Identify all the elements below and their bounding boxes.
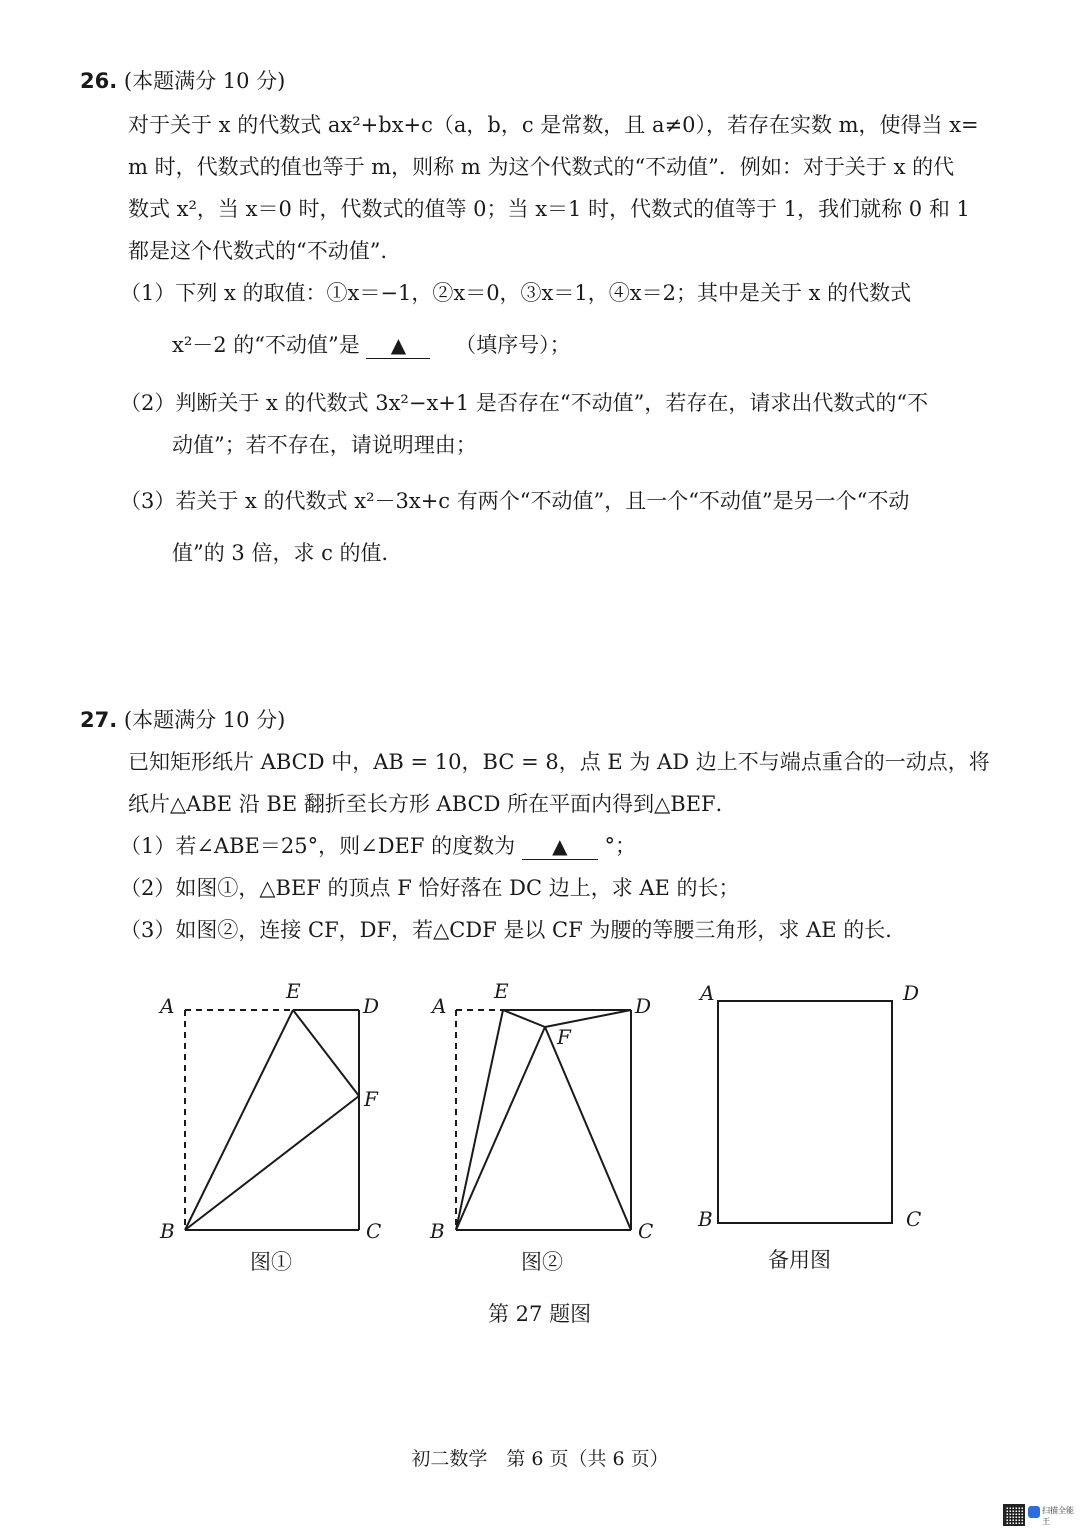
fig1-ef xyxy=(293,1010,359,1096)
fig2-label-c: C xyxy=(638,1219,654,1243)
q26-number: 26. xyxy=(80,69,118,93)
page-footer: 初二数学 第 6 页（共 6 页） xyxy=(411,1448,669,1470)
fig2-caption: 图② xyxy=(521,1250,563,1274)
q27-score: (本题满分 10 分) xyxy=(123,708,286,732)
q27-answer-blank[interactable]: ▲ xyxy=(522,833,598,860)
figure-2 xyxy=(456,1010,631,1230)
fig2-label-a: A xyxy=(432,994,447,1018)
q27-part1-text: （1）若∠ABE＝25°，则∠DEF 的度数为 xyxy=(120,834,516,858)
q26-part1-line1: （1）下列 x 的取值：①x＝−1，②x＝0，③x＝1，④x＝2；其中是关于 x 的代数式 xyxy=(120,281,912,305)
q26-part3-line1: （3）若关于 x 的代数式 x²－3x+c 有两个“不动值”，且一个“不动值”是另一个“不动 xyxy=(120,489,910,513)
q26-part2-line1: （2）判断关于 x 的代数式 3x²−x+1 是否存在“不动值”，若存在，请求出代数式的“不 xyxy=(120,391,929,415)
q26-intro-1: 对于关于 x 的代数式 ax²+bx+c（a，b，c 是常数，且 a≠0），若存在实数 m，使得当 x= xyxy=(128,113,979,137)
fig2-bf xyxy=(456,1027,545,1230)
figure-spare xyxy=(718,1001,892,1223)
q27-part1-unit: °； xyxy=(604,834,636,858)
q26-part1-text: x²－2 的“不动值”是 xyxy=(172,333,360,357)
fig3-caption: 备用图 xyxy=(768,1248,831,1272)
q26-answer-blank[interactable]: ▲ xyxy=(366,332,430,359)
fig1-be xyxy=(185,1010,293,1230)
fig1-bf xyxy=(185,1096,359,1230)
fig1-label-b: B xyxy=(160,1219,175,1243)
fig1-label-d: D xyxy=(363,994,380,1018)
fig2-ef xyxy=(503,1010,545,1027)
figure-1 xyxy=(185,1010,359,1230)
q27-part3: （3）如图②，连接 CF，DF，若△CDF 是以 CF 为腰的等腰三角形，求 AE 的长． xyxy=(120,918,907,942)
fig1-label-c: C xyxy=(366,1219,382,1243)
fig2-label-d: D xyxy=(635,994,652,1018)
spare-rectangle xyxy=(718,1001,892,1223)
fig1-label-a: A xyxy=(160,994,175,1018)
fig2-be xyxy=(456,1010,503,1230)
fig2-fc xyxy=(545,1027,631,1230)
spare-label-d: D xyxy=(903,981,920,1005)
q26-score: (本题满分 10 分) xyxy=(123,69,286,93)
fig2-label-b: B xyxy=(430,1219,445,1243)
fig2-label-e: E xyxy=(494,979,509,1003)
fig1-caption: 图① xyxy=(250,1250,292,1274)
q27-intro-1: 已知矩形纸片 ABCD 中，AB = 10，BC = 8，点 E 为 AD 边上不与端点重合的一动点，将 xyxy=(128,750,990,774)
spare-label-b: B xyxy=(698,1207,713,1231)
scanner-watermark: 扫描全能王 xyxy=(1042,1506,1074,1526)
figure-main-caption: 第 27 题图 xyxy=(488,1302,592,1326)
q27-number: 27. xyxy=(80,708,118,732)
q26-part2-line2: 动值”；若不存在，请说明理由； xyxy=(172,433,477,457)
qr-code-icon xyxy=(1003,1504,1025,1526)
q26-part1-hint: （填序号）； xyxy=(455,333,571,357)
spare-label-c: C xyxy=(906,1207,922,1231)
q27-intro-2: 纸片△ABE 沿 BE 翻折至长方形 ABCD 所在平面内得到△BEF． xyxy=(128,792,737,816)
fig1-label-e: E xyxy=(286,979,301,1003)
q26-intro-3: 数式 x²，当 x＝0 时，代数式的值等 0；当 x＝1 时，代数式的值等于 1，我们就称 0 和 1 xyxy=(128,197,970,221)
spare-label-a: A xyxy=(700,981,715,1005)
scanner-logo-icon xyxy=(1028,1506,1040,1518)
q26-intro-2: m 时，代数式的值也等于 m，则称 m 为这个代数式的“不动值”．例如：对于关于 x 的代 xyxy=(128,155,955,179)
q27-part2: （2）如图①，△BEF 的顶点 F 恰好落在 DC 边上，求 AE 的长； xyxy=(120,876,740,900)
fig1-label-f: F xyxy=(364,1087,378,1111)
fig2-label-f: F xyxy=(557,1025,571,1049)
q26-part3-line2: 值”的 3 倍，求 c 的值． xyxy=(172,541,403,565)
q26-intro-4: 都是这个代数式的“不动值”． xyxy=(128,239,402,263)
